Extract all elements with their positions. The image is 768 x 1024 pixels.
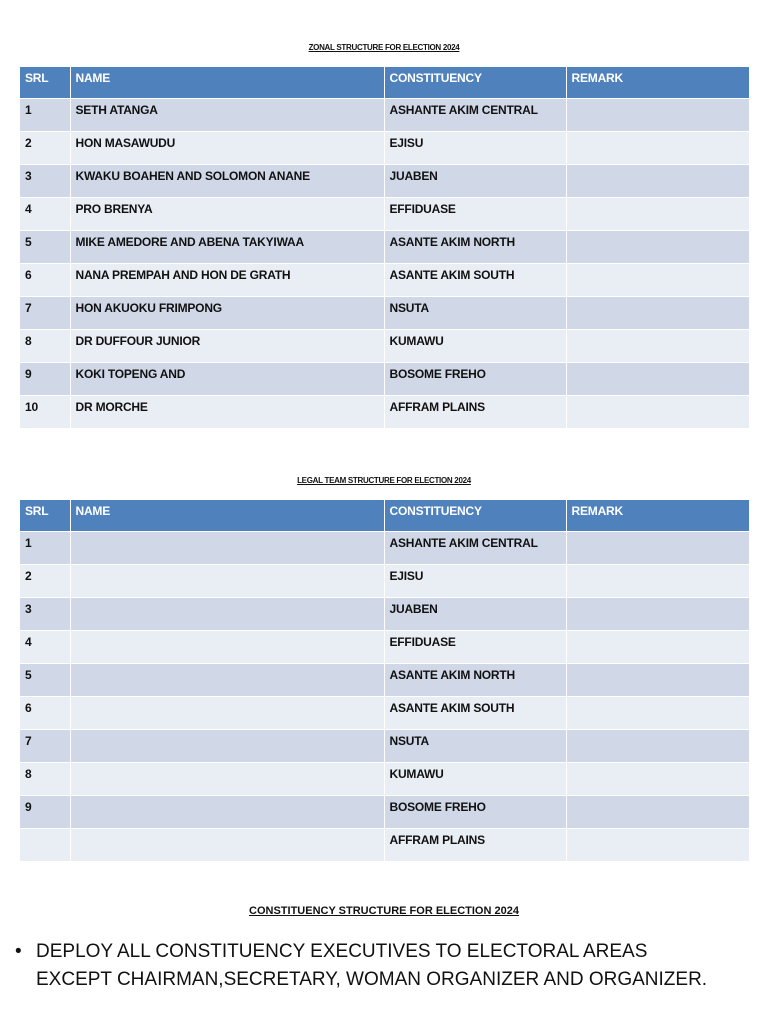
cell-remark (566, 264, 749, 297)
cell-remark (566, 132, 749, 165)
cell-name (70, 664, 384, 697)
cell-constituency: ASHANTE AKIM CENTRAL (384, 532, 566, 565)
cell-srl: 7 (20, 730, 70, 763)
table-row (20, 396, 749, 429)
cell-srl: 1 (20, 99, 70, 132)
bullet-item (15, 938, 715, 994)
col-header-srl: SRL (20, 67, 70, 99)
cell-name: NANA PREMPAH AND HON DE GRATH (70, 264, 384, 297)
zonal-table (20, 67, 749, 429)
cell-srl: 4 (20, 631, 70, 664)
cell-name (70, 598, 384, 631)
cell-srl: 6 (20, 697, 70, 730)
cell-constituency: ASANTE AKIM NORTH (384, 664, 566, 697)
cell-name (70, 532, 384, 565)
col-header-remark: REMARK (566, 500, 749, 532)
cell-remark (566, 664, 749, 697)
constituency-bullet-list (15, 938, 715, 994)
cell-constituency: EFFIDUASE (384, 198, 566, 231)
cell-constituency: EJISU (384, 565, 566, 598)
cell-remark (566, 565, 749, 598)
cell-remark (566, 396, 749, 429)
table-row (20, 532, 749, 565)
col-header-constituency: CONSTITUENCY (384, 67, 566, 99)
cell-remark (566, 99, 749, 132)
table-row (20, 363, 749, 396)
cell-constituency: JUABEN (384, 165, 566, 198)
table-row (20, 829, 749, 862)
cell-srl: 3 (20, 598, 70, 631)
cell-srl: 5 (20, 231, 70, 264)
table-row (20, 730, 749, 763)
cell-name: HON MASAWUDU (70, 132, 384, 165)
cell-srl: 5 (20, 664, 70, 697)
col-header-name: NAME (70, 500, 384, 532)
table-row (20, 664, 749, 697)
cell-srl: 8 (20, 330, 70, 363)
cell-remark (566, 631, 749, 664)
table-row (20, 796, 749, 829)
cell-srl: 2 (20, 132, 70, 165)
cell-name: HON AKUOKU FRIMPONG (70, 297, 384, 330)
cell-remark (566, 763, 749, 796)
cell-name (70, 631, 384, 664)
cell-constituency: JUABEN (384, 598, 566, 631)
cell-name (70, 565, 384, 598)
cell-remark (566, 297, 749, 330)
cell-remark (566, 730, 749, 763)
constituency-title: CONSTITUENCY STRUCTURE FOR ELECTION 2024 (249, 905, 519, 917)
col-header-constituency: CONSTITUENCY (384, 500, 566, 532)
table-row (20, 231, 749, 264)
table-row (20, 297, 749, 330)
cell-constituency: ASHANTE AKIM CENTRAL (384, 99, 566, 132)
cell-srl: 9 (20, 796, 70, 829)
table-row (20, 165, 749, 198)
cell-constituency: BOSOME FREHO (384, 363, 566, 396)
col-header-name: NAME (70, 67, 384, 99)
table-row (20, 697, 749, 730)
cell-constituency: KUMAWU (384, 330, 566, 363)
table-row (20, 264, 749, 297)
col-header-srl: SRL (20, 500, 70, 532)
bullet-text: DEPLOY ALL CONSTITUENCY EXECUTIVES TO ELECTORAL AREAS EXCEPT CHAIRMAN,SECRETARY, WOMAN ORGANIZER AND ORGANIZER. (36, 941, 708, 990)
zonal-title: ZONAL STRUCTURE FOR ELECTION 2024 (308, 43, 460, 52)
legal-table (20, 500, 749, 862)
cell-remark (566, 330, 749, 363)
cell-srl (20, 829, 70, 862)
cell-srl: 6 (20, 264, 70, 297)
cell-name: SETH ATANGA (70, 99, 384, 132)
cell-remark (566, 363, 749, 396)
legal-header-row (20, 500, 749, 532)
legal-title: LEGAL TEAM STRUCTURE FOR ELECTION 2024 (297, 476, 471, 485)
cell-name (70, 829, 384, 862)
cell-name: DR DUFFOUR JUNIOR (70, 330, 384, 363)
cell-name: MIKE AMEDORE AND ABENA TAKYIWAA (70, 231, 384, 264)
cell-remark (566, 198, 749, 231)
cell-remark (566, 829, 749, 862)
cell-srl: 7 (20, 297, 70, 330)
cell-srl: 2 (20, 565, 70, 598)
cell-constituency: AFFRAM PLAINS (384, 396, 566, 429)
cell-srl: 1 (20, 532, 70, 565)
cell-remark (566, 697, 749, 730)
cell-name: DR MORCHE (70, 396, 384, 429)
table-row (20, 99, 749, 132)
cell-constituency: NSUTA (384, 297, 566, 330)
table-row (20, 132, 749, 165)
cell-srl: 8 (20, 763, 70, 796)
cell-constituency: ASANTE AKIM NORTH (384, 231, 566, 264)
cell-constituency: ASANTE AKIM SOUTH (384, 697, 566, 730)
table-row (20, 598, 749, 631)
cell-remark (566, 231, 749, 264)
cell-name: KOKI TOPENG AND (70, 363, 384, 396)
table-row (20, 330, 749, 363)
cell-name: KWAKU BOAHEN AND SOLOMON ANANE (70, 165, 384, 198)
cell-srl: 10 (20, 396, 70, 429)
cell-srl: 9 (20, 363, 70, 396)
table-row (20, 763, 749, 796)
cell-srl: 4 (20, 198, 70, 231)
cell-name (70, 697, 384, 730)
cell-srl: 3 (20, 165, 70, 198)
cell-name: PRO BRENYA (70, 198, 384, 231)
table-row (20, 565, 749, 598)
cell-remark (566, 796, 749, 829)
cell-constituency: EFFIDUASE (384, 631, 566, 664)
cell-constituency: KUMAWU (384, 763, 566, 796)
cell-name (70, 763, 384, 796)
cell-remark (566, 532, 749, 565)
cell-constituency: NSUTA (384, 730, 566, 763)
col-header-remark: REMARK (566, 67, 749, 99)
table-row (20, 631, 749, 664)
zonal-header-row (20, 67, 749, 99)
table-row (20, 198, 749, 231)
cell-constituency: ASANTE AKIM SOUTH (384, 264, 566, 297)
bullet-dot-icon: • (15, 941, 22, 962)
cell-constituency: BOSOME FREHO (384, 796, 566, 829)
cell-remark (566, 165, 749, 198)
cell-name (70, 730, 384, 763)
cell-constituency: AFFRAM PLAINS (384, 829, 566, 862)
cell-remark (566, 598, 749, 631)
cell-constituency: EJISU (384, 132, 566, 165)
cell-name (70, 796, 384, 829)
